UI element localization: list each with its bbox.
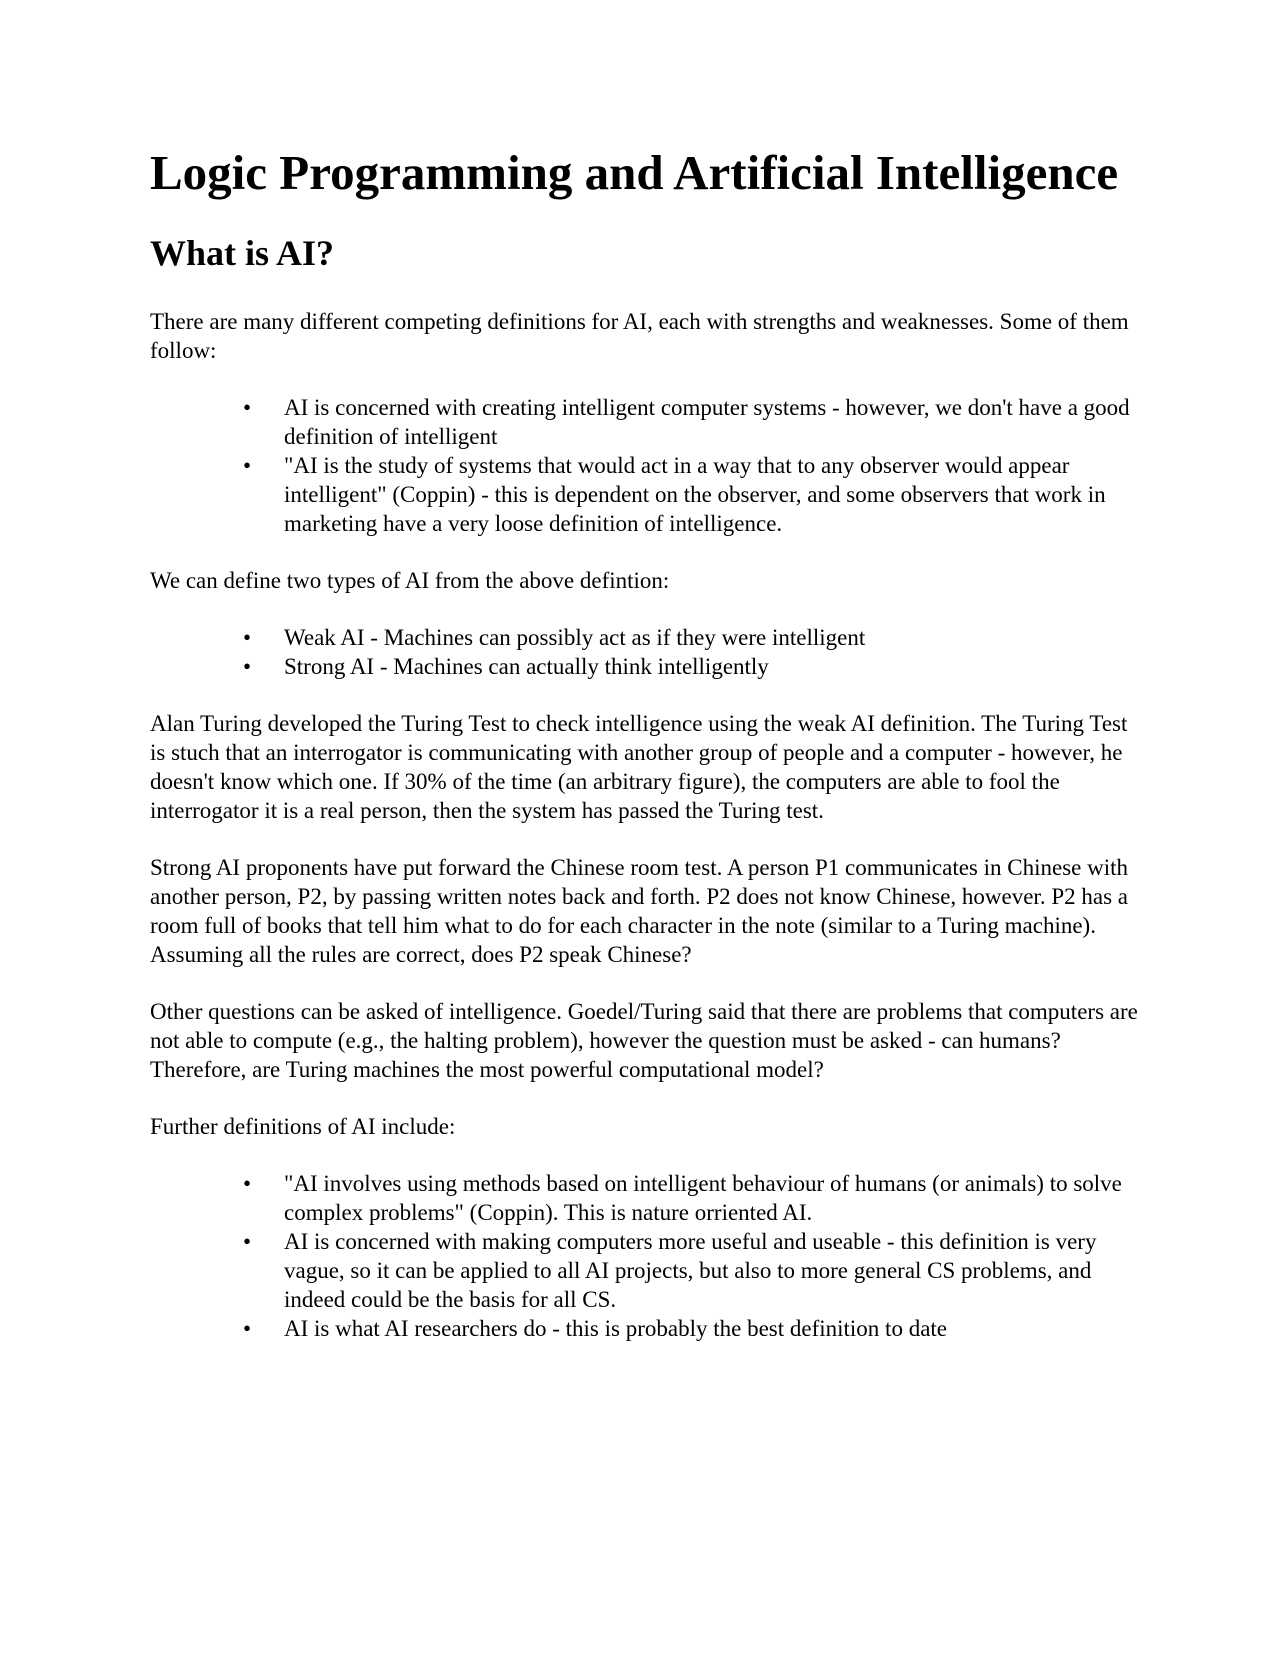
page-title: Logic Programming and Artificial Intelligence	[150, 145, 1119, 200]
list-item-text: AI is concerned with creating intelligent computer systems - however, we don't have a good definition of intelligent	[284, 395, 1130, 449]
bullet-icon: •	[243, 1316, 252, 1341]
definitions-list	[150, 393, 1140, 538]
list-item-text: "AI is the study of systems that would act in a way that to any observer would appear intelligent" (Coppin) - this is dependent on the observer, and some observers that work in marketing have a very loose definition of intelligence.	[284, 453, 1106, 536]
list-item-text: "AI involves using methods based on intelligent behaviour of humans (or animals) to solve complex problems" (Coppin). This is nature orriented AI.	[284, 1171, 1122, 1225]
bullet-icon: •	[243, 453, 252, 478]
further-intro-paragraph: Further definitions of AI include:	[150, 1114, 456, 1139]
bullet-icon: •	[243, 1229, 252, 1254]
section-heading: What is AI?	[150, 233, 335, 273]
list-item	[150, 623, 1140, 652]
further-definitions-list	[150, 1169, 1140, 1343]
other-questions-paragraph: Other questions can be asked of intelligence. Goedel/Turing said that there are problems that computers are not able to compute (e.g., the halting problem), however the question must be asked - can humans? Therefore, are Turing machines the most powerful computational model?	[150, 999, 1138, 1082]
list-item	[150, 1169, 1140, 1227]
list-item	[150, 451, 1140, 538]
list-item-text: AI is what AI researchers do - this is probably the best definition to date	[284, 1316, 948, 1341]
bullet-icon: •	[243, 1171, 252, 1196]
intro-paragraph: There are many different competing definitions for AI, each with strengths and weaknesses. Some of them follow:	[150, 309, 1129, 363]
list-item-text: Weak AI - Machines can possibly act as if they were intelligent	[284, 625, 866, 650]
chinese-room-paragraph: Strong AI proponents have put forward the Chinese room test. A person P1 communicates in Chinese with another person, P2, by passing written notes back and forth. P2 does not know Chinese, however. P2 has a room full of books that tell him what to do for each character in the note (similar to a Turing machine). Assuming all the rules are correct, does P2 speak Chinese?	[150, 855, 1128, 967]
list-item	[150, 1314, 1140, 1343]
list-item-text: Strong AI - Machines can actually think intelligently	[284, 654, 769, 679]
document-body	[150, 144, 1140, 1371]
list-item	[150, 393, 1140, 451]
bullet-icon: •	[243, 654, 252, 679]
list-item	[150, 652, 1140, 681]
bullet-icon: •	[243, 395, 252, 420]
list-item-text: AI is concerned with making computers more useful and useable - this definition is very vague, so it can be applied to all AI projects, but also to more general CS problems, and indeed could be the basis for all CS.	[284, 1229, 1097, 1312]
list-item	[150, 1227, 1140, 1314]
bullet-icon: •	[243, 625, 252, 650]
types-intro-paragraph: We can define two types of AI from the above defintion:	[150, 568, 670, 593]
ai-types-list	[150, 623, 1140, 681]
turing-paragraph: Alan Turing developed the Turing Test to check intelligence using the weak AI definition. The Turing Test is stuch that an interrogator is communicating with another group of people and a computer - however, he doesn't know which one. If 30% of the time (an arbitrary figure), the computers are able to fool the interrogator it is a real person, then the system has passed the Turing test.	[150, 711, 1128, 823]
